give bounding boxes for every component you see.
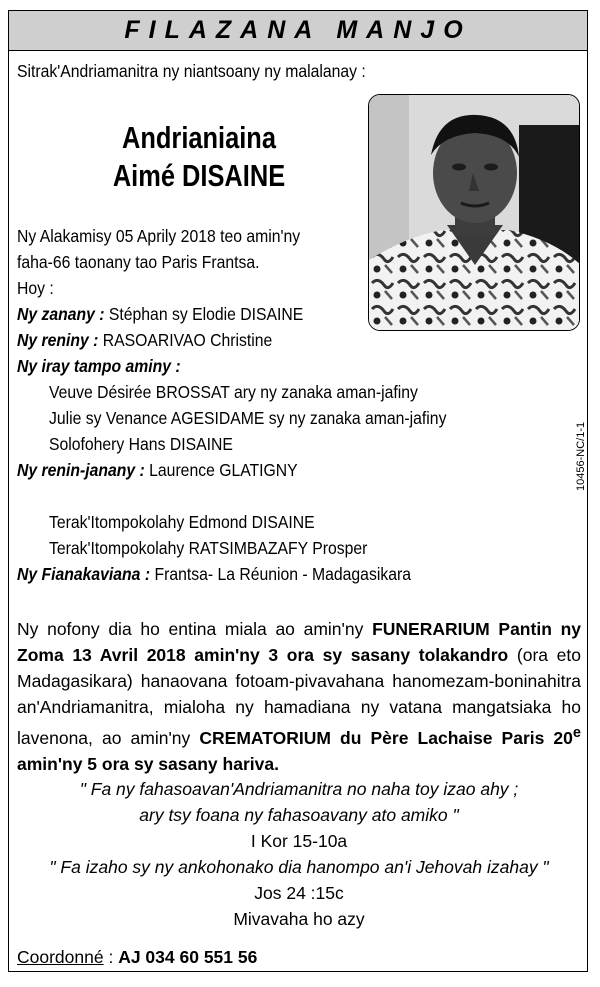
quote-1-line-1: " Fa ny fahasoavan'Andriamanitra no naha toy izao ahy ; xyxy=(79,779,519,799)
reference-code: 10456-NC/1-1 xyxy=(575,421,587,491)
family-location-value: Frantsa- La Réunion - Madagasikara xyxy=(150,564,411,584)
closing-text: Mivavaha ho azy xyxy=(233,909,365,929)
contact-label: Coordonné xyxy=(17,947,104,967)
paragraph-part-1: Ny nofony dia ho entina miala ao amin'ny xyxy=(17,619,373,639)
siblings-label: Ny iray tampo aminy : xyxy=(17,356,181,376)
obituary-frame xyxy=(8,10,588,972)
mother-value: RASOARIVAO Christine xyxy=(98,330,273,350)
family-children xyxy=(17,301,303,327)
quote-2-reference: Jos 24 :15c xyxy=(254,883,344,903)
sibling-item: Veuve Désirée BROSSAT ary ny zanaka aman-jafiny xyxy=(49,382,418,402)
deceased-name-line2: Aimé DISAINE xyxy=(112,158,286,193)
contact-separator: : xyxy=(103,947,119,967)
paragraph-part-5: amin'ny 5 ora sy sasany hariva. xyxy=(17,753,279,774)
contact-phone: AJ 034 60 551 56 xyxy=(118,947,258,967)
family-grandmother xyxy=(17,457,298,483)
death-line-3: Hoy : xyxy=(17,278,54,298)
family-mother xyxy=(17,327,272,353)
sibling-item: Julie sy Venance AGESIDAME sy ny zanaka aman-jafiny xyxy=(49,408,447,428)
children-label: Ny zanany : xyxy=(17,304,105,324)
crematorium-superscript: e xyxy=(572,725,582,741)
grandmother-label: Ny renin-janany : xyxy=(17,460,145,480)
mother-label: Ny reniny : xyxy=(17,330,99,350)
ceremony-paragraph xyxy=(17,616,581,777)
header-bar xyxy=(9,11,587,51)
quote-1-line-2: ary tsy foana ny fahasoavany ato amiko " xyxy=(139,805,459,825)
quote-2-line-1: " Fa izaho sy ny ankohonako dia hanompo an'i Jehovah izahay " xyxy=(49,857,549,877)
death-line-2: faha-66 taonany tao Paris Frantsa. xyxy=(17,252,260,272)
family-location xyxy=(17,561,411,587)
crematorium-details: CREMATORIUM du Père Lachaise Paris 20 xyxy=(199,727,573,748)
deceased-name xyxy=(76,119,322,195)
descendant-item: Terak'Itompokolahy RATSIMBAZAFY Prosper xyxy=(49,538,368,558)
paragraph-part-3: (ora eto Madagasikara) hanaovana fotoam-pivavahana hanomezam-boninahitra an'Andriamanitra, mialoha ny hamadiana ny vatana mangatsiaka ho lavenona, ao amin'ny xyxy=(17,645,581,748)
funerarium-details: FUNERARIUM Pantin ny Zoma 13 Avril 2018 amin'ny 3 ora sy sasany tolakandro xyxy=(17,619,582,665)
deceased-name-line1: Andrianiaina xyxy=(122,120,276,155)
children-value: Stéphan sy Elodie DISAINE xyxy=(104,304,304,324)
sibling-item: Solofohery Hans DISAINE xyxy=(49,434,233,454)
intro-text: Sitrak'Andriamanitra ny niantsoany ny malalanay : xyxy=(17,61,366,81)
portrait-photo xyxy=(368,94,580,331)
header-title: FILAZANA MANJO xyxy=(124,16,472,44)
descendant-item: Terak'Itompokolahy Edmond DISAINE xyxy=(49,512,315,532)
grandmother-value: Laurence GLATIGNY xyxy=(144,460,298,480)
family-location-label: Ny Fianakaviana : xyxy=(17,564,151,584)
portrait-image xyxy=(369,95,580,331)
contact-line xyxy=(17,944,257,970)
death-line-1: Ny Alakamisy 05 Aprily 2018 teo amin'ny xyxy=(17,226,301,246)
quote-1-reference: I Kor 15-10a xyxy=(250,831,348,851)
